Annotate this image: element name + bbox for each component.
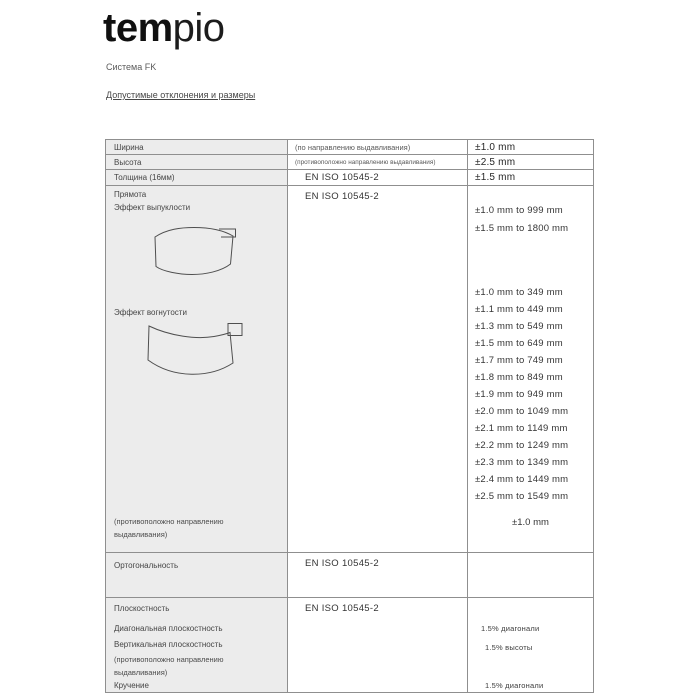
tolerance-value: ±2.2 mm to 1249 mm	[475, 440, 569, 451]
straightness-label-cell	[106, 186, 288, 553]
thickness-label-cell: Толщина (16мм)	[106, 170, 288, 186]
flatness-label-cell	[106, 598, 288, 693]
height-value-cell: ±2.5 mm	[468, 155, 594, 170]
diagonal-flatness-value: 1.5% диагонали	[481, 624, 540, 633]
convex-effect-label: Эффект выпуклости	[114, 203, 191, 212]
height-method-cell: (противоположно направлению выдавливания)	[288, 155, 468, 170]
thickness-method-cell: EN ISO 10545-2	[288, 170, 468, 186]
straightness-method-cell	[288, 186, 468, 553]
flatness-label: Плоскостность	[114, 604, 170, 613]
opposite-direction-note: (противоположно направлению выдавливания)	[114, 517, 224, 539]
logo-light-part: pio	[172, 6, 225, 50]
tolerance-value: ±1.0 mm to 349 mm	[475, 287, 563, 298]
orthogonality-method-cell	[288, 553, 468, 598]
tolerance-value: ±1.9 mm to 949 mm	[475, 389, 563, 400]
tolerance-value: ±2.1 mm to 1149 mm	[475, 423, 568, 434]
tolerances-link[interactable]: Допустимые отклонения и размеры	[106, 90, 256, 100]
width-value-cell: ±1.0 mm	[468, 140, 594, 155]
orthogonality-value-cell	[468, 553, 594, 598]
concave-effect-label: Эффект вогнутости	[114, 308, 187, 317]
flatness-method: EN ISO 10545-2	[305, 603, 379, 614]
vertical-flatness-label: Вертикальная плоскостность	[114, 640, 223, 649]
diagonal-flatness-label: Диагональная плоскостность	[114, 624, 223, 633]
convex-effect-diagram	[152, 226, 238, 278]
vertical-flatness-note: (противоположно направлению выдавливания)	[114, 655, 224, 677]
orthogonality-method: EN ISO 10545-2	[305, 558, 379, 569]
tolerances-table	[105, 139, 594, 693]
system-subtitle: Система FK	[106, 62, 157, 72]
straightness-label: Прямота	[114, 190, 147, 199]
tolerance-value: ±1.0 mm to 999 mm	[475, 205, 563, 216]
height-label-cell: Высота	[106, 155, 288, 170]
flatness-values-cell	[468, 598, 594, 693]
tolerance-value: ±1.1 mm to 449 mm	[475, 304, 563, 315]
torsion-label: Кручение	[114, 681, 149, 690]
tolerance-value: ±2.0 mm to 1049 mm	[475, 406, 569, 417]
orthogonality-label: Ортогональность	[114, 561, 179, 570]
concave-effect-diagram	[146, 322, 244, 384]
thickness-value-cell: ±1.5 mm	[468, 170, 594, 186]
torsion-value: 1.5% диагонали	[485, 681, 544, 690]
logo-bold-part: tem	[103, 6, 173, 50]
vertical-flatness-value: 1.5% высоты	[485, 643, 533, 652]
convex-values-list	[475, 202, 568, 237]
concave-values-list	[475, 284, 568, 505]
straightness-values-cell	[468, 186, 594, 553]
tolerance-value: ±1.3 mm to 549 mm	[475, 321, 563, 332]
tolerance-value: ±2.3 mm to 1349 mm	[475, 457, 569, 468]
straightness-method: EN ISO 10545-2	[305, 191, 379, 202]
tolerance-value: ±1.5 mm to 649 mm	[475, 338, 563, 349]
tolerance-value: ±1.7 mm to 749 mm	[475, 355, 563, 366]
orthogonality-label-cell	[106, 553, 288, 598]
opposite-direction-value: ±1.0 mm	[512, 517, 549, 528]
width-method-cell: (по направлению выдавливания)	[288, 140, 468, 155]
width-label-cell: Ширина	[106, 140, 288, 155]
tolerance-value: ±2.4 mm to 1449 mm	[475, 474, 569, 485]
flatness-method-cell	[288, 598, 468, 693]
logo	[103, 6, 225, 51]
tolerance-value: ±1.5 mm to 1800 mm	[475, 222, 569, 234]
tolerance-value: ±1.8 mm to 849 mm	[475, 372, 563, 383]
tolerance-value: ±2.5 mm to 1549 mm	[475, 491, 569, 502]
